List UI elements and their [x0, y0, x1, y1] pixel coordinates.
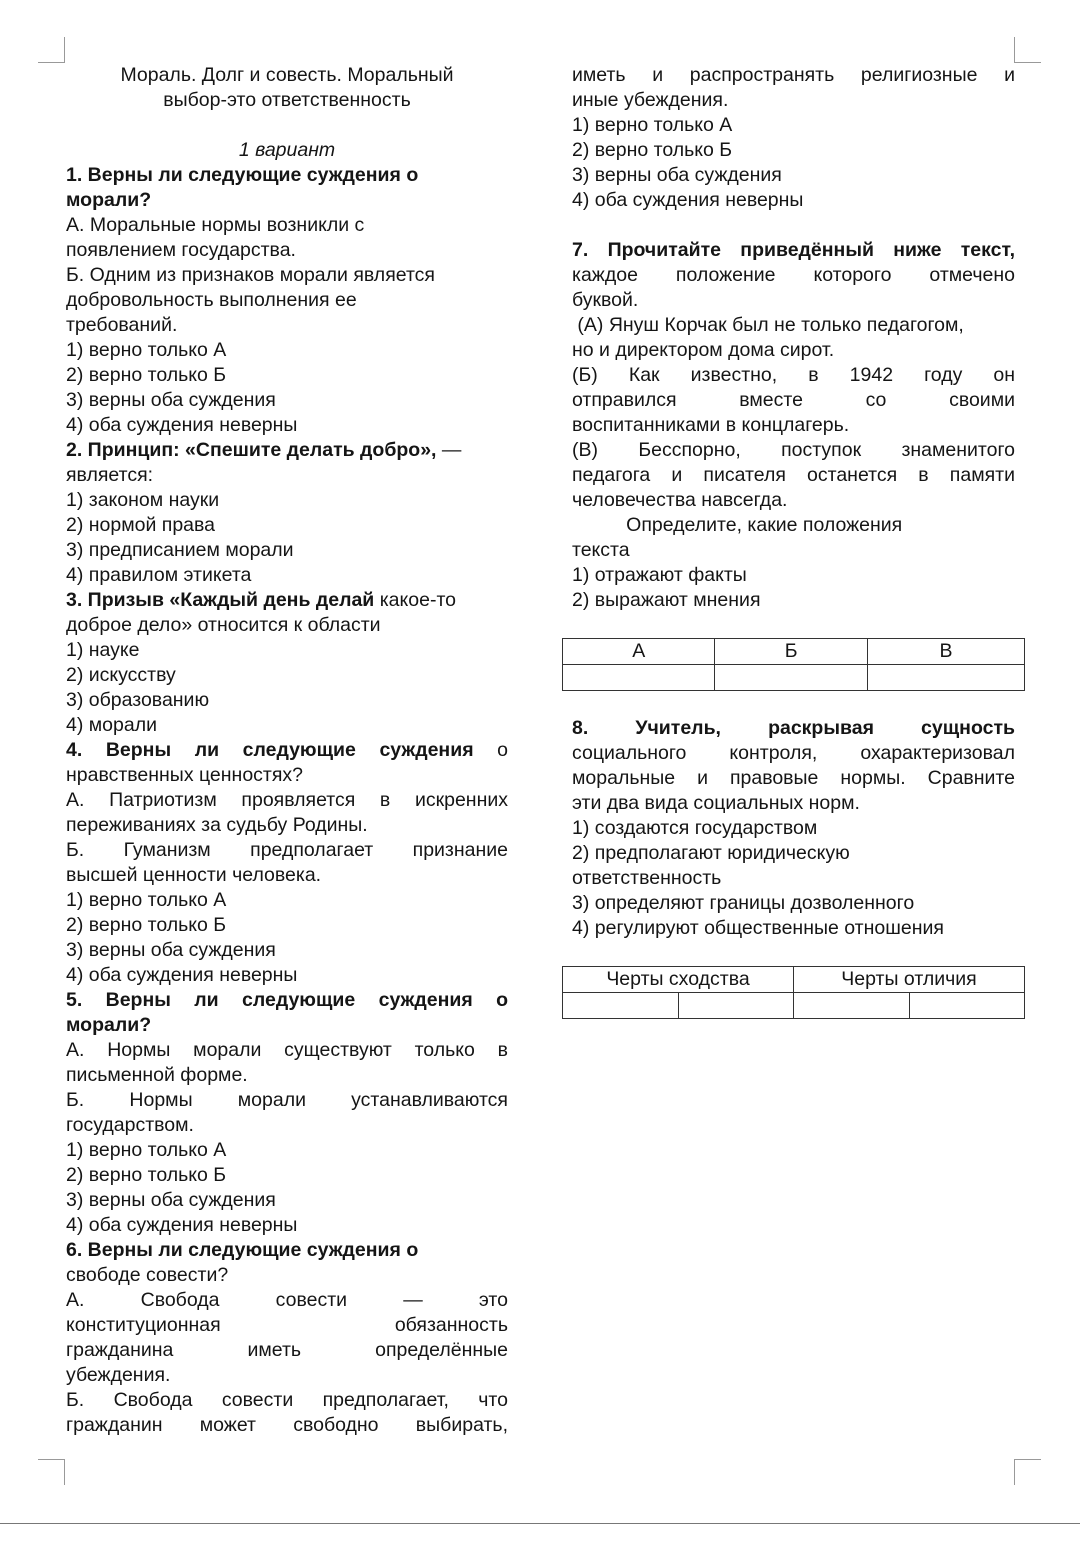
text-line — [572, 741, 1015, 766]
text: воспитанниками в концлагерь. — [572, 414, 850, 436]
text-line — [66, 213, 508, 238]
bold-text: 3. Призыв «Каждый день делай — [66, 589, 375, 611]
crop-mark-top-left — [38, 62, 65, 63]
text-line — [66, 813, 508, 838]
text: (Б) Как известно, в 1942 году он — [572, 364, 1015, 386]
text-line — [66, 1213, 508, 1238]
answer-cell[interactable] — [715, 665, 867, 691]
text: гражданин может свободно выбирать, — [66, 1414, 508, 1436]
answer-cell[interactable] — [678, 993, 794, 1019]
text-line — [66, 238, 508, 263]
text-line — [66, 963, 508, 988]
text-line — [66, 1138, 508, 1163]
text-line — [66, 1113, 508, 1138]
text: 1) верно только А — [66, 339, 227, 361]
text-line — [66, 1313, 508, 1338]
text-line — [572, 413, 1015, 438]
text: 4) оба суждения неверны — [66, 1214, 298, 1236]
text-line — [572, 213, 1015, 238]
text: какое-то — [374, 589, 457, 611]
text: переживаниях за судьбу Родины. — [66, 814, 368, 836]
text: 3) верны оба суждения — [572, 164, 782, 186]
text-line — [66, 413, 508, 438]
text-line — [572, 138, 1015, 163]
text-line — [66, 463, 508, 488]
text-line — [66, 1363, 508, 1388]
text-line — [66, 788, 508, 813]
text-line — [572, 588, 1015, 613]
text: 3) определяют границы дозволенного — [572, 892, 915, 914]
text: текста — [572, 539, 630, 561]
text-line — [66, 663, 508, 688]
document-title: Мораль. Долг и совесть. Моральный — [120, 64, 454, 86]
text: 2) верно только Б — [66, 364, 227, 386]
text-line — [572, 88, 1015, 113]
text: — — [436, 439, 462, 461]
text-line — [66, 538, 508, 563]
text-line — [572, 538, 1015, 563]
table-header-v: В — [867, 639, 1024, 665]
bold-text: 4. Верны ли следующие суждения — [66, 739, 474, 761]
text-line — [66, 313, 508, 338]
text-line — [66, 763, 508, 788]
text: является: — [66, 464, 154, 486]
text-line — [572, 716, 1015, 741]
text-line — [66, 863, 508, 888]
text: 2) искусству — [66, 664, 176, 686]
text: 2) верно только Б — [66, 914, 227, 936]
text: 3) образованию — [66, 689, 210, 711]
answer-cell[interactable] — [794, 993, 910, 1019]
text-line — [66, 488, 508, 513]
text: но и директором дома сирот. — [572, 339, 835, 361]
text: (В) Бесспорно, поступок знаменитого — [572, 439, 1015, 461]
text: (А) Януш Корчак был не только педагогом, — [572, 314, 964, 336]
text: Определите, какие положения — [572, 514, 903, 536]
text: Б. Нормы морали устанавливаются — [66, 1089, 508, 1111]
text-line — [66, 738, 508, 763]
text: 4) оба суждения неверны — [572, 189, 804, 211]
text: добровольность выполнения ее — [66, 289, 357, 311]
text-line — [66, 163, 508, 188]
bold-text: морали? — [66, 189, 152, 211]
answer-cell[interactable] — [909, 993, 1025, 1019]
bold-text: 6. Верны ли следующие суждения о — [66, 1239, 419, 1261]
text-line — [66, 513, 508, 538]
text-line — [66, 563, 508, 588]
crop-mark-top-left — [64, 37, 65, 63]
text-line — [66, 1188, 508, 1213]
answer-cell[interactable] — [867, 665, 1024, 691]
text: А. Нормы морали существуют только в — [66, 1039, 508, 1061]
text-line — [66, 1038, 508, 1063]
crop-mark-bottom-right — [1014, 1459, 1015, 1485]
text-line — [572, 916, 1015, 941]
text: 4) оба суждения неверны — [66, 414, 298, 436]
text-line — [572, 488, 1015, 513]
text-line — [572, 791, 1015, 816]
text: 3) предписанием морали — [66, 539, 294, 561]
text: 1) отражают факты — [572, 564, 747, 586]
bold-text: 8. Учитель, раскрывая сущность — [572, 717, 1015, 739]
text-line — [66, 888, 508, 913]
text: нравственных ценностях? — [66, 764, 303, 786]
text: Б. Одним из признаков морали является — [66, 264, 435, 286]
crop-mark-top-right — [1014, 37, 1015, 63]
text: буквой. — [572, 289, 639, 311]
text: 2) верно только Б — [66, 1164, 227, 1186]
text: 1) законом науки — [66, 489, 220, 511]
bold-text: морали? — [66, 1014, 152, 1036]
text-line — [66, 938, 508, 963]
text-line — [572, 388, 1015, 413]
text: свободе совести? — [66, 1264, 229, 1286]
text-line — [572, 513, 1015, 538]
text: человечества навсегда. — [572, 489, 788, 511]
text: эти два вида социальных норм. — [572, 792, 860, 814]
text: Б. Гуманизм предполагает признание — [66, 839, 508, 861]
text-line — [66, 1163, 508, 1188]
text-line — [572, 891, 1015, 916]
text: доброе дело» относится к области — [66, 614, 381, 636]
text: 3) верны оба суждения — [66, 939, 276, 961]
text-line — [66, 188, 508, 213]
text: 2) предполагают юридическую — [572, 842, 850, 864]
text-line — [66, 363, 508, 388]
text: А. Свобода совести — это — [66, 1289, 508, 1311]
text: 4) регулируют общественные отношения — [572, 917, 944, 939]
text-line — [572, 841, 1015, 866]
text: 2) выражают мнения — [572, 589, 761, 611]
text-line — [66, 438, 508, 463]
text: А. Патриотизм проявляется в искренних — [66, 789, 508, 811]
text-line — [572, 463, 1015, 488]
text: иные убеждения. — [572, 89, 729, 111]
text: 1) науке — [66, 639, 140, 661]
text-line — [66, 1238, 508, 1263]
text-line — [572, 438, 1015, 463]
text: педагога и писателя останется в памяти — [572, 464, 1015, 486]
table-header-b: Б — [715, 639, 867, 665]
text-line — [572, 866, 1015, 891]
text: 1) создаются государством — [572, 817, 818, 839]
text: 1) верно только А — [572, 114, 733, 136]
text: убеждения. — [66, 1364, 171, 1386]
answer-cell[interactable] — [563, 665, 715, 691]
text-line — [66, 713, 508, 738]
text-line — [572, 113, 1015, 138]
text: Б. Свобода совести предполагает, что — [66, 1389, 508, 1411]
text-line — [572, 188, 1015, 213]
text-line — [66, 913, 508, 938]
text: 1) верно только А — [66, 1139, 227, 1161]
text-line — [66, 263, 508, 288]
bold-text: 1. Верны ли следующие суждения о — [66, 164, 419, 186]
crop-mark-bottom-left — [64, 1459, 65, 1485]
text: 2) нормой права — [66, 514, 216, 536]
variant-label: 1 вариант — [238, 139, 336, 161]
text-line — [572, 766, 1015, 791]
crop-mark-bottom-left — [38, 1459, 65, 1460]
answer-table-7 — [562, 638, 1025, 691]
text-line — [572, 238, 1015, 263]
text-line — [572, 263, 1015, 288]
text: ответственность — [572, 867, 722, 889]
text-line — [572, 288, 1015, 313]
text: появлением государства. — [66, 239, 296, 261]
text-line — [66, 1013, 508, 1038]
text: 4) морали — [66, 714, 157, 736]
text: 4) правилом этикета — [66, 564, 252, 586]
text: А. Моральные нормы возникли с — [66, 214, 365, 236]
text: моральные и правовые нормы. Сравните — [572, 767, 1015, 789]
bold-text: 2. Принцип: «Спешите делать добро», — [66, 439, 437, 461]
text-line — [66, 588, 508, 613]
table-header-similarities: Черты сходства — [563, 967, 794, 993]
text-line — [66, 1338, 508, 1363]
text: 3) верны оба суждения — [66, 1189, 276, 1211]
text-line — [572, 163, 1015, 188]
answer-cell[interactable] — [563, 993, 679, 1019]
text-line — [66, 338, 508, 363]
text-line — [66, 838, 508, 863]
text: 1) верно только А — [66, 889, 227, 911]
text-line — [66, 388, 508, 413]
text-line — [572, 563, 1015, 588]
text: иметь и распространять религиозные и — [572, 64, 1015, 86]
text-line — [572, 63, 1015, 88]
text: 4) оба суждения неверны — [66, 964, 298, 986]
text-line — [572, 816, 1015, 841]
text: каждое положение которого отмечено — [572, 264, 1015, 286]
bold-text: 5. Верны ли следующие суждения о — [66, 989, 508, 1011]
text-line — [572, 363, 1015, 388]
crop-mark-top-right — [1014, 62, 1041, 63]
text: гражданина иметь определённые — [66, 1339, 508, 1361]
text-line — [66, 1413, 508, 1438]
page-bottom-edge — [0, 1523, 1080, 1524]
text-line — [66, 1263, 508, 1288]
text-line — [66, 638, 508, 663]
text: высшей ценности человека. — [66, 864, 322, 886]
text: 2) верно только Б — [572, 139, 733, 161]
text-line — [66, 288, 508, 313]
text: 3) верны оба суждения — [66, 389, 276, 411]
text-line — [66, 988, 508, 1013]
crop-mark-bottom-right — [1014, 1459, 1041, 1460]
text-line — [66, 1088, 508, 1113]
table-header-differences: Черты отличия — [794, 967, 1025, 993]
text: о — [473, 739, 509, 761]
text-line — [572, 338, 1015, 363]
text-line — [572, 313, 1015, 338]
table-header-a: А — [563, 639, 715, 665]
text: отправился вместе со своими — [572, 389, 1015, 411]
text-line — [66, 688, 508, 713]
text-line — [66, 1288, 508, 1313]
answer-table-8 — [562, 966, 1025, 1019]
bold-text: 7. Прочитайте приведённый ниже текст, — [572, 239, 1015, 261]
text: социального контроля, охарактеризовал — [572, 742, 1015, 764]
text: требований. — [66, 314, 178, 336]
text-line — [66, 1063, 508, 1088]
text: государством. — [66, 1114, 194, 1136]
text: конституционная обязанность — [66, 1314, 508, 1336]
text-line — [66, 613, 508, 638]
document-title: выбор-это ответственность — [163, 89, 411, 111]
text: письменной форме. — [66, 1064, 248, 1086]
text-line — [66, 1388, 508, 1413]
